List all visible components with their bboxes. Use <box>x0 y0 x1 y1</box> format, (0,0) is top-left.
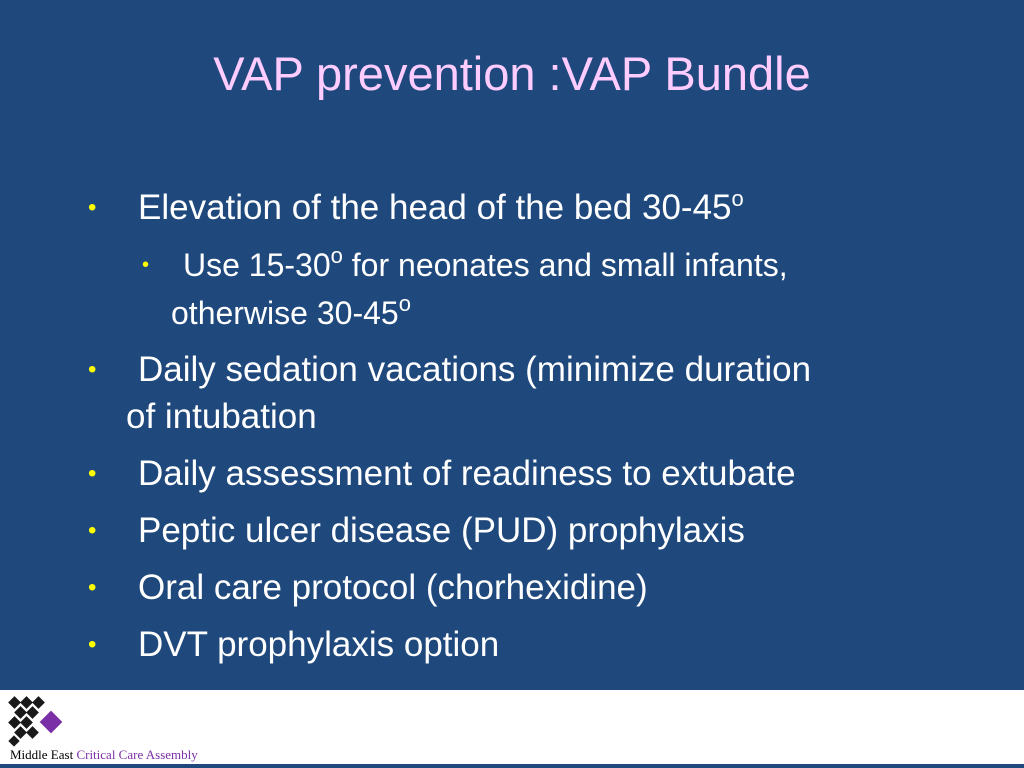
degree-sup: o <box>731 186 744 211</box>
bullet-head-elevation <box>138 186 744 230</box>
degree-sup: o <box>330 243 343 268</box>
degree-sup: o <box>398 291 411 316</box>
bullet-marker: • <box>88 631 97 658</box>
bullet-marker: • <box>88 356 97 383</box>
bullet-sedation-line2: of intubation <box>126 397 317 436</box>
bullet-marker: • <box>88 460 97 487</box>
bullet-marker: • <box>88 517 97 544</box>
sub-bullet-neonates-line1 <box>183 243 788 287</box>
bullet-pud: Peptic ulcer disease (PUD) prophylaxis <box>138 511 745 550</box>
bullet-dvt: DVT prophylaxis option <box>138 625 500 664</box>
bullet-text: Elevation of the head of the bed 30-45 <box>138 188 732 227</box>
bullet-extubate: Daily assessment of readiness to extubate <box>138 454 796 493</box>
organization-name <box>10 747 198 763</box>
org-name-part2: Critical Care Assembly <box>73 747 198 762</box>
bullet-marker: • <box>88 194 97 221</box>
bullet-marker: • <box>88 574 97 601</box>
bullet-oral-care: Oral care protocol (chorhexidine) <box>138 568 648 607</box>
bullet-sedation-line1: Daily sedation vacations (minimize duration <box>138 350 812 389</box>
slide-title: VAP prevention :VAP Bundle <box>213 47 811 100</box>
footer <box>0 690 1024 768</box>
diamond-grid-logo-icon <box>6 696 70 748</box>
sub-bullet-neonates-line2 <box>171 291 411 335</box>
sub-bullet-text-a: Use 15-30 <box>183 247 331 283</box>
sub-bullet-marker: • <box>142 254 150 276</box>
org-name-part1: Middle East <box>10 747 74 762</box>
bottom-rule <box>0 764 1024 768</box>
sub-bullet-text-b: for neonates and small infants, <box>342 247 788 283</box>
sub-bullet-text-c: otherwise 30-45 <box>171 295 399 331</box>
